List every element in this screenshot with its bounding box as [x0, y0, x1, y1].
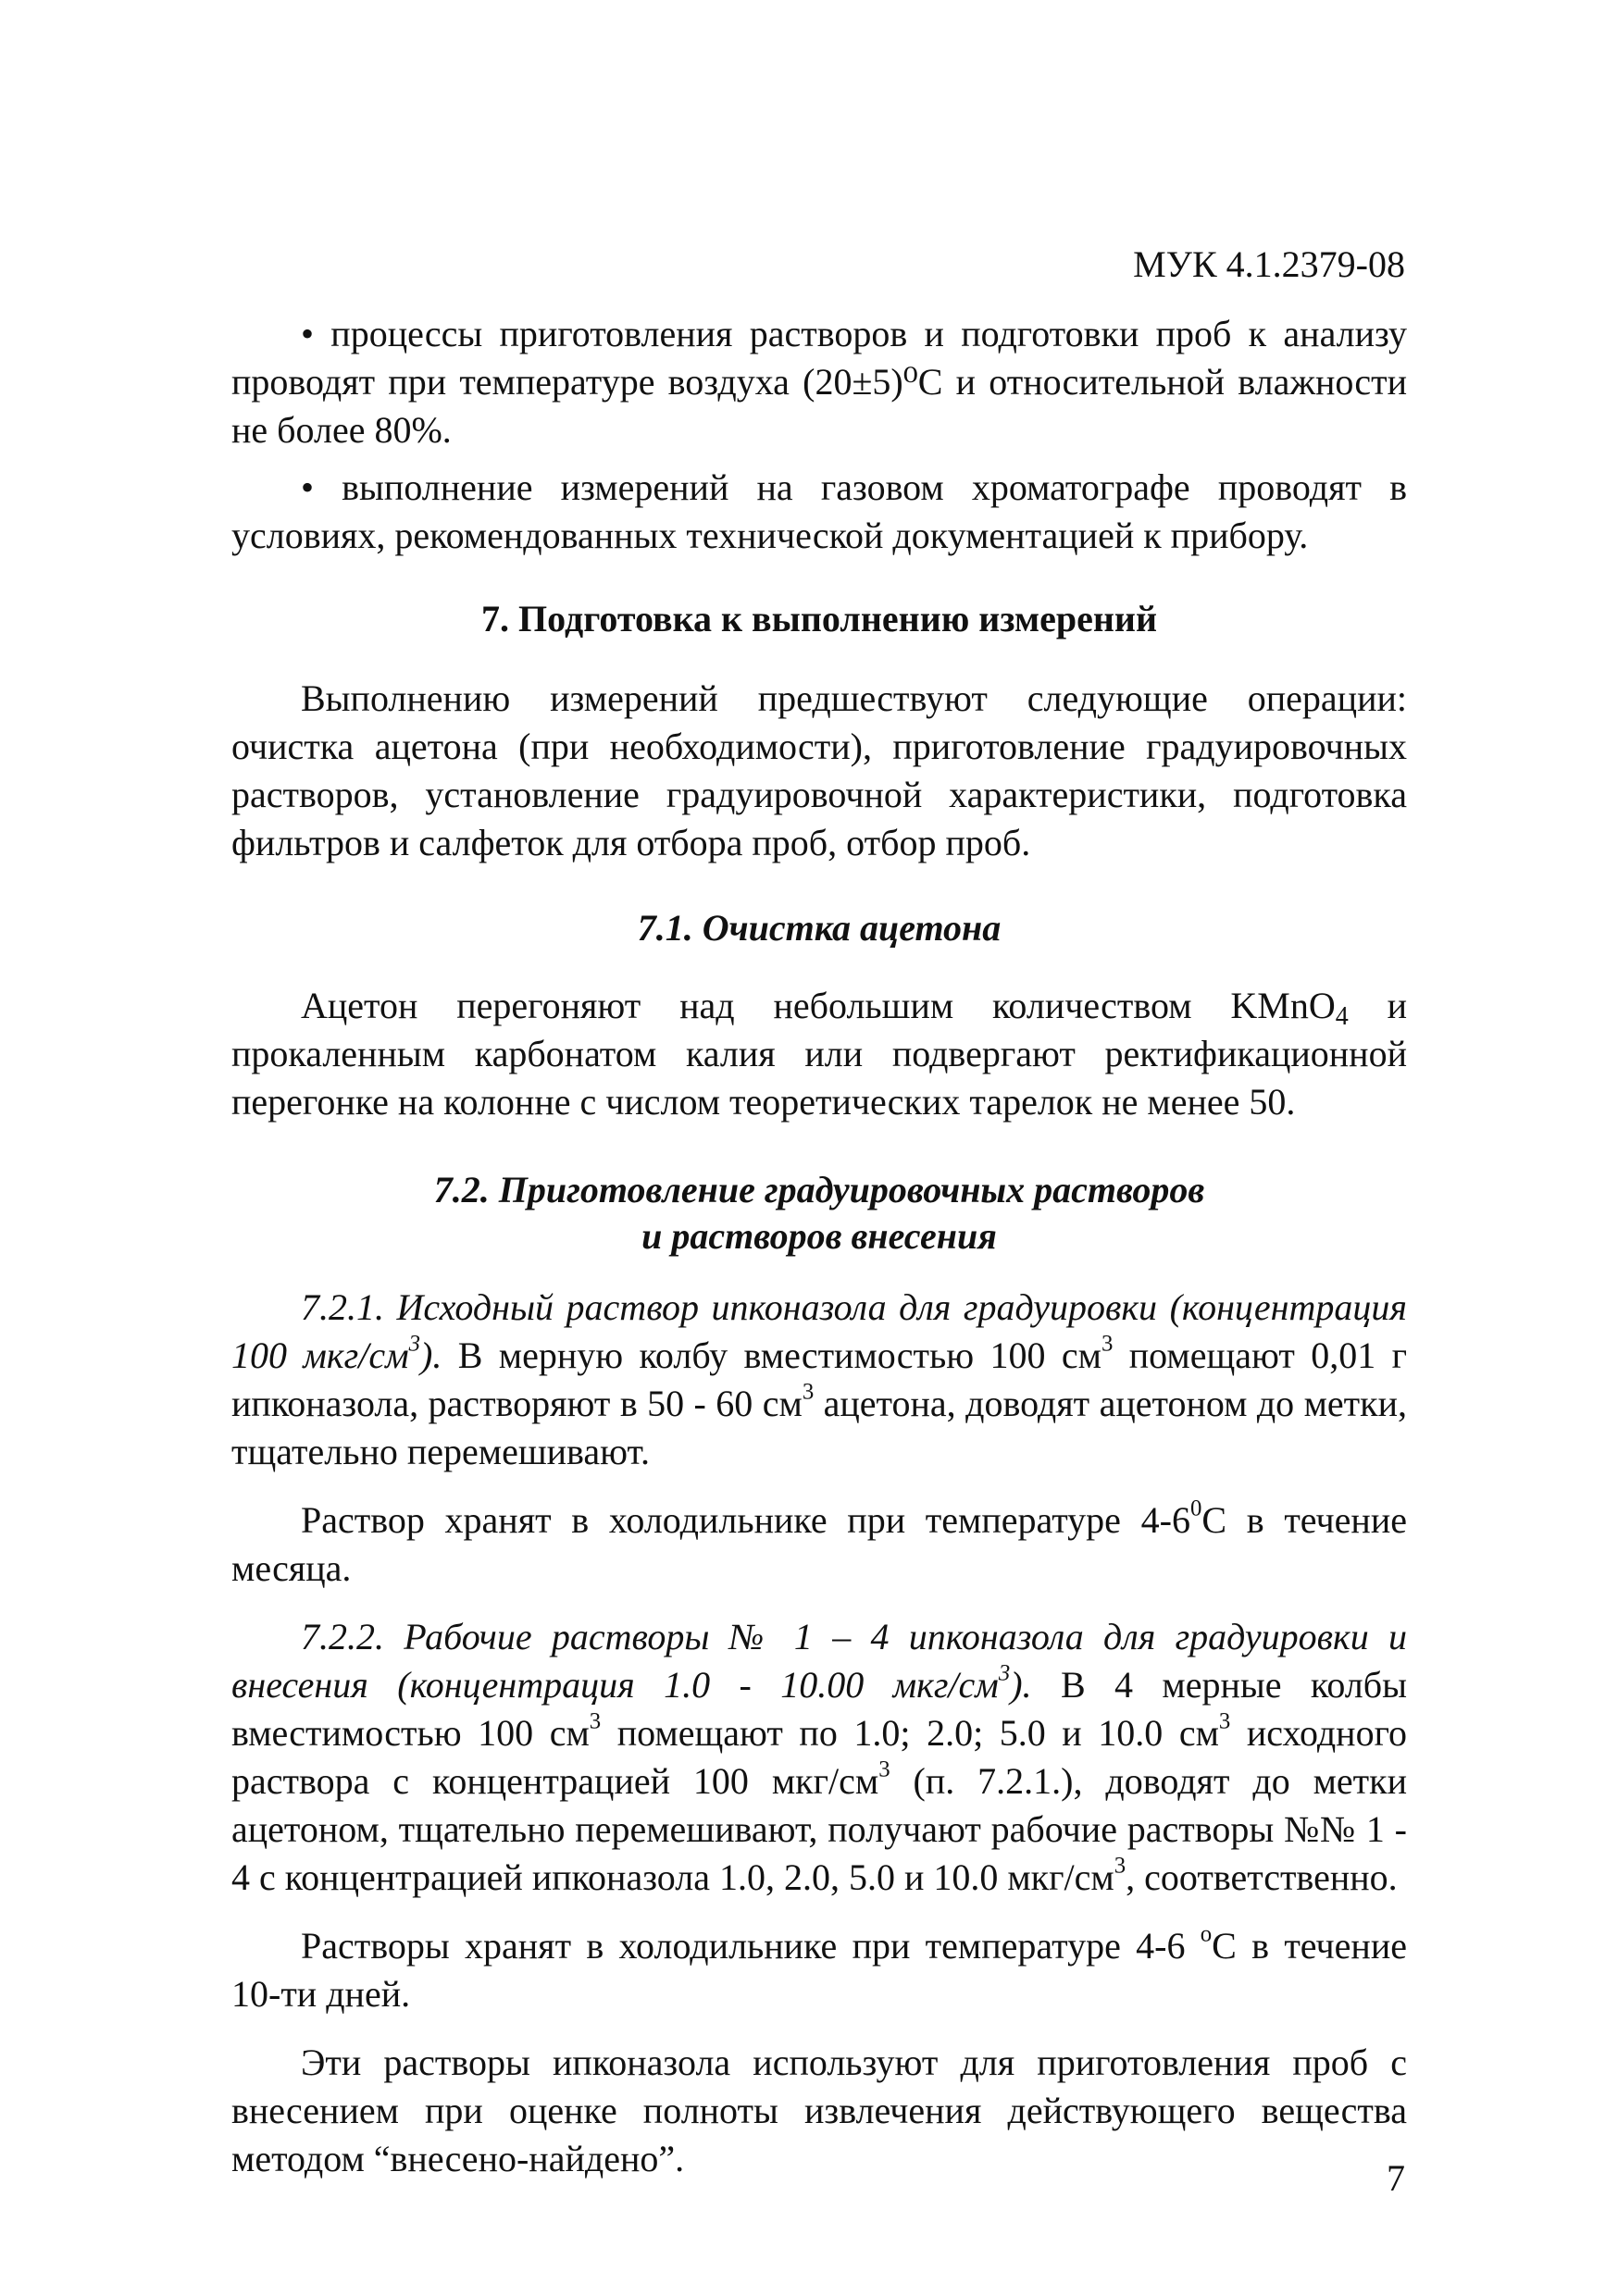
- paragraph-working-storage: Растворы хранят в холодильнике при температуре 4-6 $^о$С в течение 10-ти дней.: [231, 1921, 1407, 2015]
- chemical-formula: KMnO$_4$: [1230, 985, 1349, 1031]
- page-number: 7: [1387, 2157, 1405, 2199]
- paragraph-working-solutions: 7.2.2. Рабочие растворы № 1 – 4 ипконазола для градуировки и внесения (концентрация 1.0 - 10.00 мкг/$см^3$). В 4 мерные колбы вместимостью 100 $см^3$ помещают по 1.0; 2.0; 5.0 и 10.0 $см^3$ исходного раствора с концентрацией 100 мкг/$см^3$ (п. 7.2.1.), доводят до метки ацетоном, тщательно перемешивают, получают рабочие растворы №№ 1 - 4 с концентрацией ипконазола 1.0, 2.0, 5.0 и 10.0 мкг/$см^3$, соответственно.: [231, 1616, 1408, 1898]
- section-heading: 7. Подготовка к выполнению измерений: [481, 598, 1157, 639]
- paragraph-usage: Эти растворы ипконазола используют для приготовления проб с внесением при оценке полноты извлечения действующего вещества методом “внесено-найдено”.: [231, 2042, 1407, 2179]
- paragraph-lead: 7.2.1. Исходный раствор ипконазола для градуировки (концентрация 100 мкг/$см^3$).: [231, 1286, 1407, 1376]
- paragraph-stock-storage: Раствор хранят в холодильнике при температуре $4-6^0С$ в течение месяца.: [231, 1496, 1407, 1589]
- paragraph-acetone-purification: Ацетон перегоняют над небольшим количеством KMnO$_4$ и прокаленным карбонатом калия или подвергают ректификационной перегонке на колонне с числом теоретических тарелок не менее 50.: [231, 985, 1407, 1123]
- subsection-heading: 7.1. Очистка ацетона: [637, 907, 1002, 949]
- paragraph-lead: 7.2.2. Рабочие растворы № 1 – 4 ипконазола для градуировки и внесения (концентрация 1.0 - 10.00 мкг/$см^3$).: [231, 1616, 1407, 1706]
- document-code: МУК 4.1.2379-08: [1133, 243, 1405, 285]
- subsection-heading-line: и растворов внесения: [641, 1215, 997, 1257]
- paragraph-stock-solution: 7.2.1. Исходный раствор ипконазола для градуировки (концентрация 100 мкг/$см^3$). В мерную колбу вместимостью 100 $см^3$ помещают 0,01 г ипконазола, растворяют в 50 - 60 $см^3$ ацетона, доводят ацетоном до метки, тщательно перемешивают.: [231, 1286, 1407, 1472]
- bullet-item: • процессы приготовления растворов и подготовки проб к анализу проводят при температуре воздуха (20±5)⁰С и относительной влажности не более 80%.: [231, 313, 1407, 451]
- section-intro: Выполнению измерений предшествуют следующие операции: очистка ацетона (при необходимости), приготовление градуировочных растворов, установление градуировочной характеристики, подготовка фильтров и салфеток для отбора проб, отбор проб.: [231, 677, 1407, 863]
- subsection-heading-line: 7.2. Приготовление градуировочных растворов: [433, 1169, 1205, 1210]
- bullet-item: • выполнение измерений на газовом хроматографе проводят в условиях, рекомендованных технической документацией к прибору.: [231, 466, 1407, 556]
- subsection-heading: [231, 1167, 1407, 1260]
- page-body: [231, 310, 1407, 2183]
